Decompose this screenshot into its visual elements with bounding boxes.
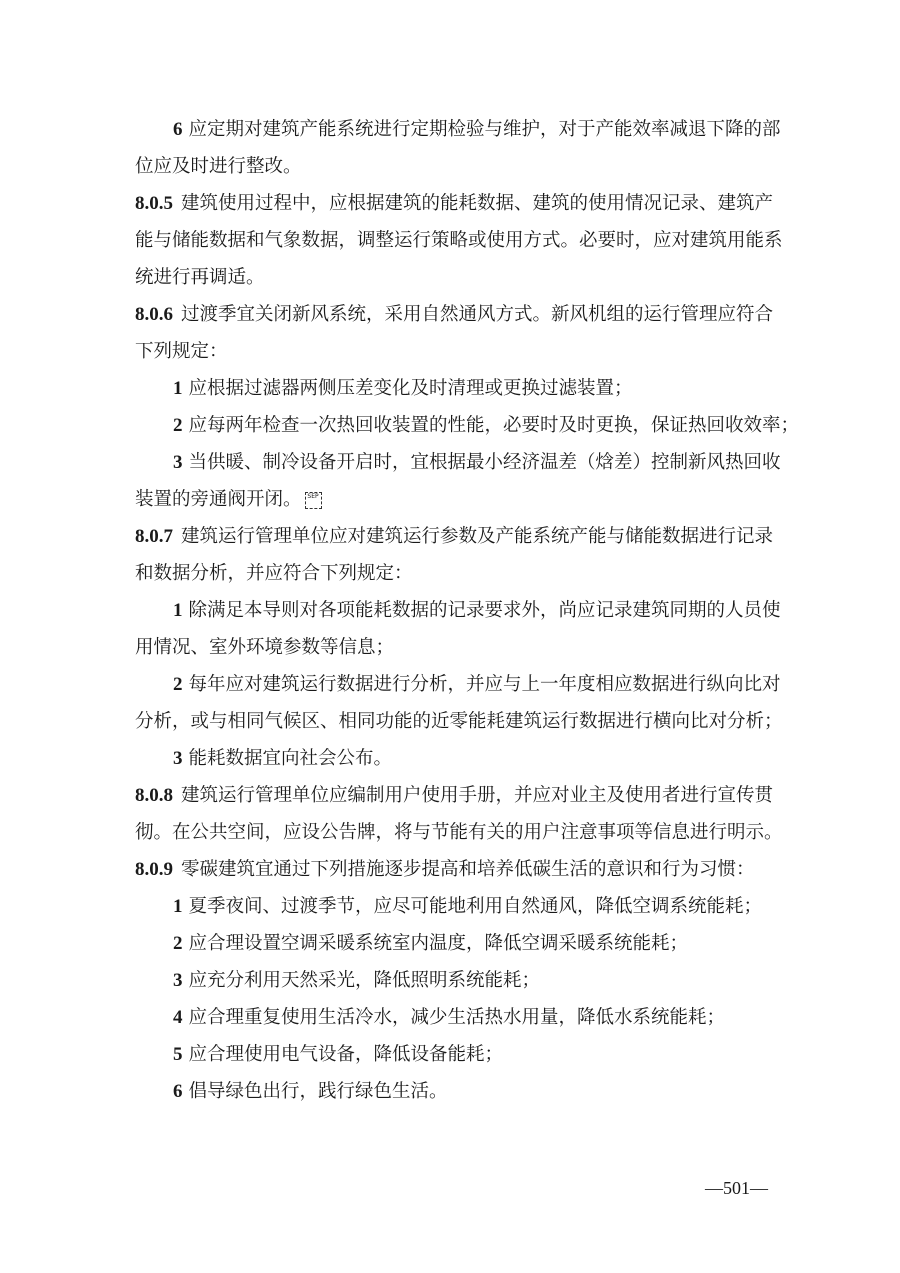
clause-text-continued: 和数据分析，并应符合下列规定： bbox=[135, 563, 413, 584]
clause-text: 建筑使用过程中，应根据建筑的能耗数据、建筑的使用情况记录、建筑产 bbox=[181, 193, 774, 214]
item-number: 5 bbox=[173, 1044, 183, 1065]
list-item bbox=[135, 925, 765, 962]
item-number: 2 bbox=[173, 933, 183, 954]
clause-text-continued: 彻。在公共空间，应设公告牌，将与节能有关的用户注意事项等信息进行明示。 bbox=[135, 822, 783, 843]
item-number: 3 bbox=[173, 748, 183, 769]
list-item bbox=[135, 370, 765, 407]
item-number: 1 bbox=[173, 600, 183, 621]
clause-number: 8.0.7 bbox=[135, 526, 173, 547]
list-item bbox=[135, 1073, 765, 1110]
clause-number: 8.0.9 bbox=[135, 859, 173, 880]
list-item bbox=[135, 999, 765, 1036]
item-text: 能耗数据宜向社会公布。 bbox=[188, 748, 393, 769]
page-number: —501— bbox=[705, 1178, 768, 1198]
clause-8-0-5 bbox=[135, 185, 774, 222]
clause-number: 8.0.5 bbox=[135, 193, 173, 214]
item-number: 2 bbox=[173, 415, 183, 436]
clause-text-continued: 下列规定： bbox=[135, 341, 228, 362]
item-text: 夏季夜间、过渡季节，应尽可能地利用自然通风，降低空调系统能耗； bbox=[188, 896, 763, 917]
clause-8-0-7 bbox=[135, 518, 774, 555]
sep-marker-icon: SEP bbox=[305, 492, 322, 509]
item-number: 1 bbox=[173, 896, 183, 917]
list-item-6 bbox=[135, 111, 781, 148]
clause-text: 建筑运行管理单位应对建筑运行参数及产能系统产能与储能数据进行记录 bbox=[181, 526, 774, 547]
item-number: 2 bbox=[173, 674, 183, 695]
clause-text: 过渡季宜关闭新风系统，采用自然通风方式。新风机组的运行管理应符合 bbox=[181, 304, 774, 325]
document-body bbox=[135, 111, 800, 1110]
item-text: 当供暖、制冷设备开启时，宜根据最小经济温差（焓差）控制新风热回收 bbox=[188, 452, 781, 473]
clause-text: 建筑运行管理单位应编制用户使用手册，并应对业主及使用者进行宣传贯 bbox=[181, 785, 774, 806]
item-text: 应定期对建筑产能系统进行定期检验与维护，对于产能效率减退下降的部 bbox=[188, 119, 781, 140]
item-text-continued: 位应及时进行整改。 bbox=[135, 156, 302, 177]
list-item bbox=[135, 962, 765, 999]
list-item bbox=[135, 444, 781, 481]
item-text: 除满足本导则对各项能耗数据的记录要求外，尚应记录建筑同期的人员使 bbox=[188, 600, 781, 621]
item-number: 4 bbox=[173, 1007, 183, 1028]
clause-number: 8.0.6 bbox=[135, 304, 173, 325]
item-text: 应合理设置空调采暖系统室内温度，降低空调采暖系统能耗； bbox=[188, 933, 689, 954]
clause-number: 8.0.8 bbox=[135, 785, 173, 806]
list-item bbox=[135, 592, 781, 629]
item-number: 3 bbox=[173, 970, 183, 991]
list-item bbox=[135, 666, 781, 703]
item-number: 1 bbox=[173, 378, 183, 399]
item-text: 每年应对建筑运行数据进行分析，并应与上一年度相应数据进行纵向比对 bbox=[188, 674, 781, 695]
item-text: 应合理重复使用生活冷水，减少生活热水用量，降低水系统能耗； bbox=[188, 1007, 726, 1028]
item-text: 倡导绿色出行，践行绿色生活。 bbox=[188, 1081, 448, 1102]
item-text: 应每两年检查一次热回收装置的性能，必要时及时更换，保证热回收效率； bbox=[188, 415, 800, 436]
item-number: 3 bbox=[173, 452, 183, 473]
list-item bbox=[135, 888, 765, 925]
clause-text: 零碳建筑宜通过下列措施逐步提高和培养低碳生活的意识和行为习惯： bbox=[181, 859, 755, 880]
item-text: 应充分利用天然采光，降低照明系统能耗； bbox=[188, 970, 541, 991]
list-item bbox=[135, 407, 800, 444]
item-text-continued bbox=[135, 481, 765, 518]
item-text: 装置的旁通阀开闭。 bbox=[135, 489, 302, 510]
clause-8-0-8 bbox=[135, 777, 774, 814]
item-text: 应合理使用电气设备，降低设备能耗； bbox=[188, 1044, 504, 1065]
list-item bbox=[135, 1036, 765, 1073]
clause-text-continued: 能与储能数据和气象数据，调整运行策略或使用方式。必要时，应对建筑用能系 bbox=[135, 230, 783, 251]
item-number: 6 bbox=[173, 1081, 183, 1102]
item-text: 应根据过滤器两侧压差变化及时清理或更换过滤装置； bbox=[188, 378, 633, 399]
clause-text-continued: 统进行再调适。 bbox=[135, 267, 265, 288]
item-text-continued: 分析，或与相同气候区、相同功能的近零能耗建筑运行数据进行横向比对分析； bbox=[135, 711, 783, 732]
clause-8-0-6 bbox=[135, 296, 774, 333]
item-number: 6 bbox=[173, 119, 183, 140]
list-item bbox=[135, 740, 765, 777]
item-text-continued: 用情况、室外环境参数等信息； bbox=[135, 637, 395, 658]
clause-8-0-9 bbox=[135, 851, 765, 888]
